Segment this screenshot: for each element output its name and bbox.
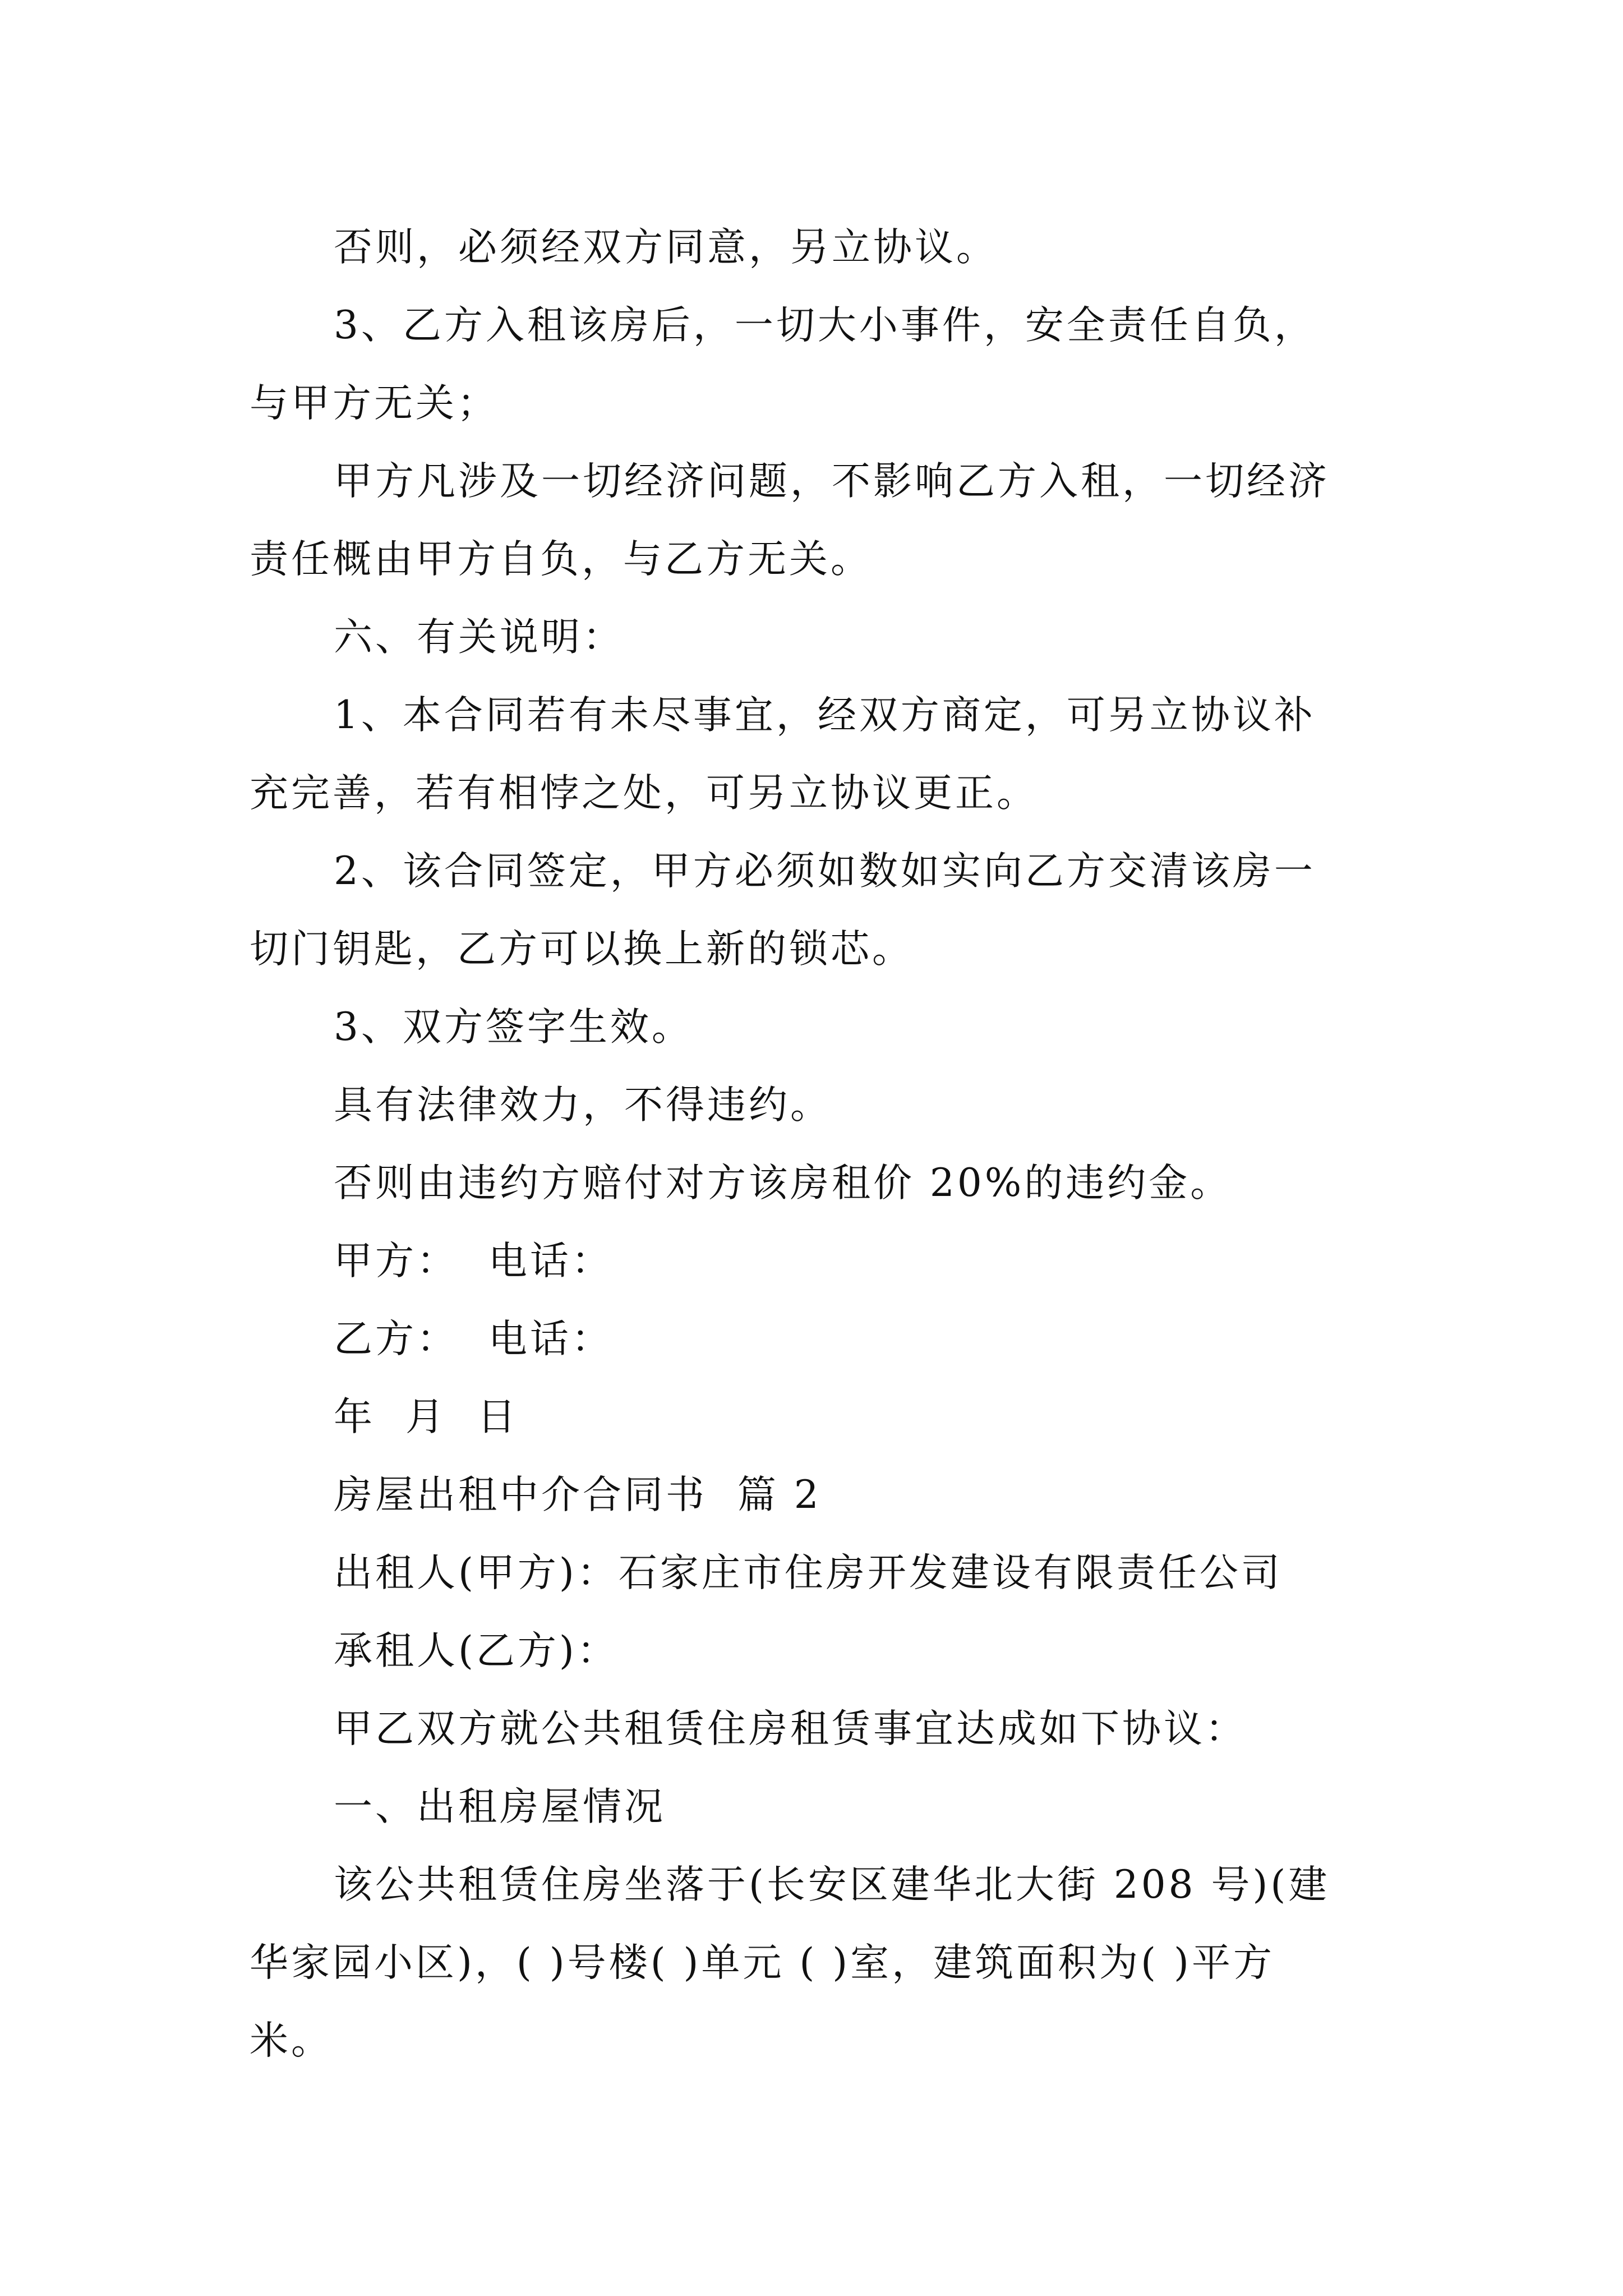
text-line: 充完善，若有相悖之处，可另立协议更正。 (250, 771, 1038, 816)
text-line: 乙方： 电话： (334, 1317, 613, 1361)
text-line: 华家园小区)，( )号楼( )单元 ( )室，建筑面积为( )平方 (250, 1940, 1275, 1985)
paragraph-agreement-intro (250, 1690, 1377, 1768)
text-line: 甲方： 电话： (334, 1239, 613, 1283)
text-line: 与甲方无关； (250, 381, 499, 426)
text-line: 甲乙双方就公共租赁住房租赁事宜达成如下协议： (334, 1706, 1247, 1751)
section-heading-property (250, 1768, 1377, 1846)
text-line: 该公共租赁住房坐落于(长安区建华北大街 208 号)(建 (334, 1862, 1330, 1907)
text-line: 否则，必须经双方同意，另立协议。 (334, 225, 998, 270)
paragraph-note-2 (250, 832, 1377, 988)
paragraph-agreement-clause (250, 209, 1377, 287)
contract-title-part-2 (250, 1456, 1377, 1534)
signature-date (250, 1378, 1377, 1456)
text-line: 3、双方签字生效。 (334, 1005, 693, 1050)
paragraph-property-location (250, 1846, 1377, 2080)
paragraph-economic-responsibility (250, 443, 1377, 599)
paragraph-penalty (250, 1144, 1377, 1222)
paragraph-note-3 (250, 988, 1377, 1066)
text-line: 承租人(乙方)： (334, 1628, 619, 1673)
section-heading-notes (250, 599, 1377, 677)
signature-party-a (250, 1222, 1377, 1300)
text-line: 责任概由甲方自负，与乙方无关。 (250, 537, 872, 582)
text-line: 出租人(甲方)：石家庄市住房开发建设有限责任公司 (334, 1550, 1283, 1595)
text-line: 一、出租房屋情况 (334, 1784, 666, 1829)
text-line: 房屋出租中介合同书 篇 2 (334, 1473, 822, 1517)
text-line: 3、乙方入租该房后，一切大小事件，安全责任自负， (334, 303, 1316, 348)
paragraph-legal-effect (250, 1066, 1377, 1144)
paragraph-lessee (250, 1612, 1377, 1690)
text-line: 六、有关说明： (334, 615, 624, 660)
paragraph-lessor (250, 1534, 1377, 1612)
text-line: 2、该合同签定，甲方必须如数如实向乙方交清该房一 (334, 849, 1316, 894)
text-line: 否则由违约方赔付对方该房租价 20%的违约金。 (334, 1161, 1232, 1205)
text-line: 1、本合同若有未尽事宜，经双方商定，可另立协议补 (334, 693, 1316, 738)
paragraph-safety-responsibility (250, 287, 1377, 443)
signature-party-b (250, 1300, 1377, 1378)
text-line: 年 月 日 (334, 1395, 519, 1439)
text-line: 米。 (250, 2018, 333, 2063)
text-line: 具有法律效力，不得违约。 (334, 1083, 832, 1128)
text-line: 甲方凡涉及一切经济问题，不影响乙方入租，一切经济 (334, 459, 1330, 504)
text-line: 切门钥匙，乙方可以换上新的锁芯。 (250, 927, 914, 972)
document-body (250, 209, 1377, 2080)
paragraph-note-1 (250, 677, 1377, 832)
